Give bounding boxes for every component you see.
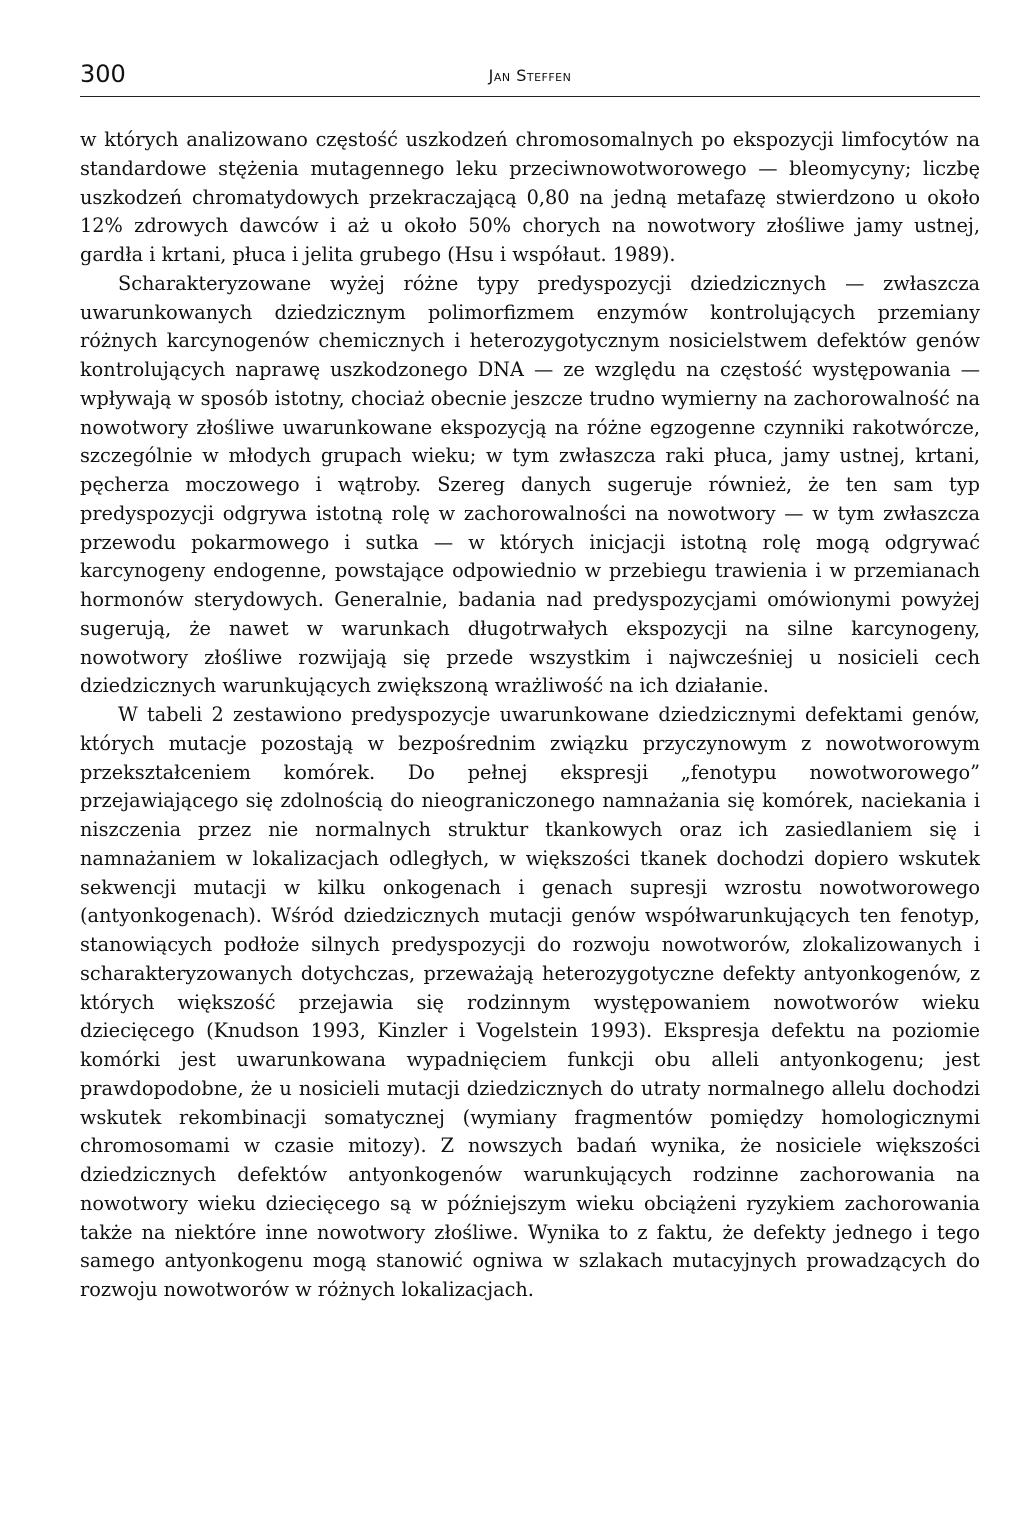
paragraph-continued: w których analizowano częstość uszkodzeń chromosomalnych po ekspozycji limfocytów na standardowe stężenia mutagennego leku przeciwnowotworowego — bleomycyny; liczbę uszkodzeń chromatydowych przekraczającą 0,80 na jedną metafazę stwierdzono u około 12% zdrowych dawców i aż u około 50% chorych na nowotwory złośliwe jamy ustnej, gardła i krtani, płuca i jelita grubego (Hsu i współaut. 1989). — [80, 128, 980, 266]
page-number: 300 — [80, 60, 126, 88]
body-text — [80, 126, 980, 1305]
book-page — [80, 58, 980, 1305]
running-header — [80, 58, 980, 97]
paragraph: Scharakteryzowane wyżej różne typy predyspozycji dziedzicznych — zwłaszcza uwarunkowanych dziedzicznym polimorfizmem enzymów kontrolujących przemiany różnych karcynogenów chemicznych i heterozygotycznym nosicielstwem defektów genów kontrolujących naprawę uszkodzonego DNA — ze względu na częstość występowania — wpływają w sposób istotny, chociaż obecnie jeszcze trudno wymierny na zachorowalność na nowotwory złośliwe uwarunkowane ekspozycją na różne egzogenne czynniki rakotwórcze, szczególnie w młodych grupach wieku; w tym zwłaszcza raki płuca, jamy ustnej, krtani, pęcherza moczowego i wątroby. Szereg danych sugeruje również, że ten sam typ predyspozycji odgrywa istotną rolę w zachorowalności na nowotwory — w tym zwłaszcza przewodu pokarmowego i sutka — w których inicjacji istotną rolę mogą odgrywać karcynogeny endogenne, powstające odpowiednio w przebiegu trawienia i w przemianach hormonów sterydowych. Generalnie, badania nad predyspozycjami omówionymi powyżej sugerują, że nawet w warunkach długotrwałych ekspozycji na silne karcynogeny, nowotwory złośliwe rozwijają się przede wszystkim i najwcześniej u nosicieli cech dziedzicznych warunkujących zwiększoną wrażliwość na ich działanie. — [80, 271, 980, 698]
running-head-author: Jan Steffen — [488, 66, 572, 85]
paragraph: W tabeli 2 zestawiono predyspozycje uwarunkowane dziedzicznymi defektami genów, których mutacje pozostają w bezpośrednim związku przyczynowym z nowotworowym przekształceniem komórek. Do pełnej ekspresji „fenotypu nowotworowego” przejawiającego się zdolnością do nieograniczonego namnażania się komórek, naciekania i niszczenia przez nie normalnych struktur tkankowych oraz ich zasiedlaniem się i namnażaniem w lokalizacjach odległych, w większości tkanek dochodzi dopiero wskutek sekwencji mutacji w kilku onkogenach i genach supresji wzrostu nowotworowego (antyonkogenach). Wśród dziedzicznych mutacji genów współwarunkujących ten fenotyp, stanowiących podłoże silnych predyspozycji do rozwoju nowotworów, zlokalizowanych i scharakteryzowanych dotychczas, przeważają heterozygotyczne defekty antyonkogenów, z których większość przejawia się rodzinnym występowaniem nowotworów wieku dziecięcego (Knudson 1993, Kinzler i Vogelstein 1993). Ekspresja defektu na poziomie komórki jest uwarunkowana wypadnięciem funkcji obu alleli antyonkogenu; jest prawdopodobne, że u nosicieli mutacji dziedzicznych do utraty normalnego allelu dochodzi wskutek rekombinacji somatycznej (wymiany fragmentów pomiędzy homologicznymi chromosomami w czasie mitozy). Z nowszych badań wynika, że nosiciele większości dziedzicznych defektów antyonkogenów warunkujących rodzinne zachorowania na nowotwory wieku dziecięcego są w późniejszym wieku obciążeni ryzykiem zachorowania także na niektóre inne nowotwory złośliwe. Wynika to z faktu, że defekty jednego i tego samego antyonkogenu mogą stanowić ogniwa w szlakach mutacyjnych prowadzących do rozwoju nowotworów w różnych lokalizacjach. — [80, 703, 980, 1301]
